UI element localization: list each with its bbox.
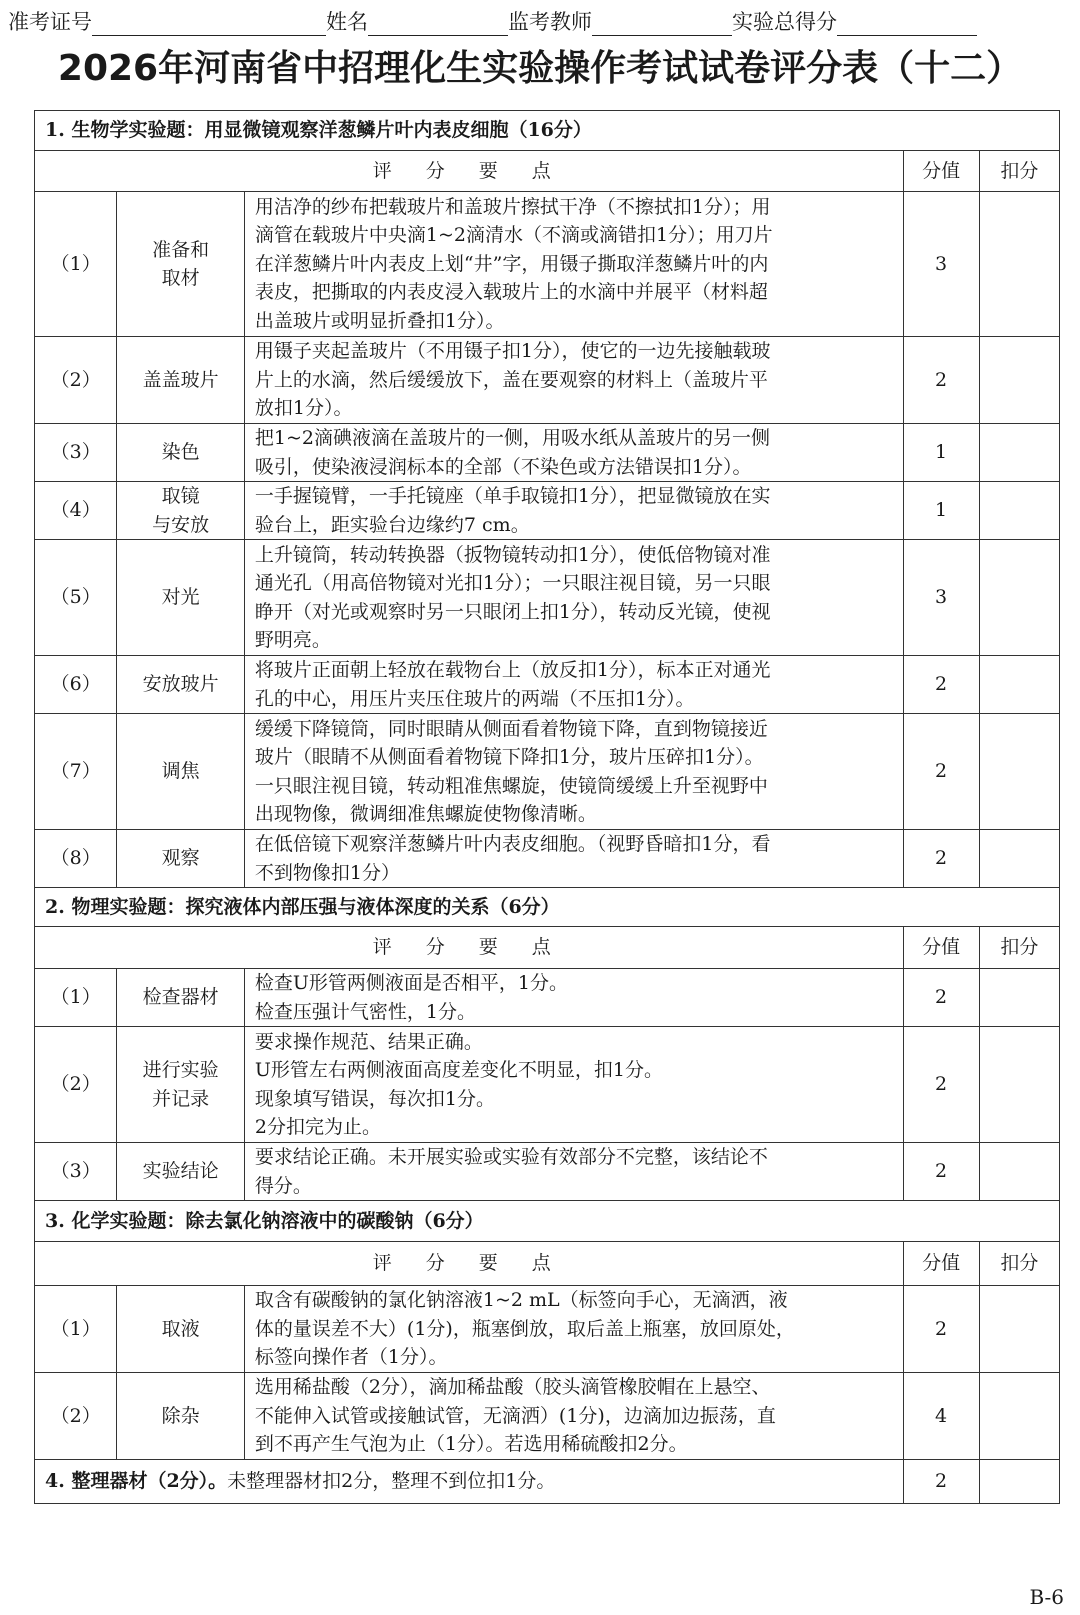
step-score: 2 [903,1460,979,1504]
criteria-line: 将玻片正面朝上轻放在载物台上（放反扣1分），标本正对通光 [254,659,771,681]
step-name [117,1143,245,1201]
step-name-line: 检查器材 [142,986,219,1009]
row-number: （2） [35,1373,117,1460]
step-name-line: 与安放 [152,513,210,536]
row-number: （3） [35,1143,117,1201]
step-name [117,1027,245,1143]
step-score: 2 [903,337,979,424]
criteria-line: 放扣1分）。 [254,397,353,420]
step-name [117,540,245,656]
criteria-line: 玻片（眼睛不从侧面看着物镜下降扣1分，玻片压碎扣1分）。 [254,746,764,768]
deduction-cell[interactable] [979,482,1059,540]
criteria-line: 到不再产生气泡为止（1分）。若选用稀硫酸扣2分。 [254,1433,688,1456]
criteria-line: 得分。 [254,1174,312,1197]
step-score: 1 [903,482,979,540]
criteria-line: 体的量误差不大）(1分)，瓶塞倒放，取后盖上瓶塞，放回原处， [254,1317,795,1340]
step-score: 2 [903,1143,979,1201]
criteria-line: 孔的中心，用压片夹压住玻片的两端（不压扣1分）。 [254,687,695,710]
table-row [35,969,1060,1027]
step-name [117,1373,245,1460]
column-header-row [35,151,1060,192]
table-row [35,337,1060,424]
step-name-line: 取材 [161,267,200,289]
criteria-line: 取含有碳酸钠的氯化钠溶液1~2 mL（标签向手心，无滴洒，液 [254,1289,788,1312]
step-name [117,1286,245,1373]
name-field[interactable] [368,11,508,36]
row-number: （1） [35,1286,117,1373]
title-text: 年河南省中招理化生实验操作考试试卷评分表（十二） [158,48,1023,89]
criteria-line: 检查压强计气密性，1分。 [254,1000,476,1023]
step-name-line: 盖盖玻片 [142,368,219,391]
step-criteria [244,1027,903,1143]
deduction-cell[interactable] [979,540,1059,656]
col-score: 分值 [903,927,979,969]
row-number: （3） [35,424,117,482]
deduction-cell[interactable] [979,830,1059,888]
table-row [35,1286,1060,1373]
criteria-line: 野明亮。 [254,629,331,651]
deduction-cell[interactable] [979,656,1059,714]
table-row [35,424,1060,482]
table-row [35,656,1060,714]
section-title-tidy: 4. 整理器材（2分）。 [45,1470,228,1493]
section-header-row [35,1201,1060,1242]
criteria-line: 把1~2滴碘液滴在盖玻片的一侧，用吸水纸从盖玻片的另一侧 [254,427,771,449]
table-row [35,540,1060,656]
total-score-label: 实验总得分 [732,10,837,34]
step-criteria [244,656,903,714]
row-number: （1） [35,192,117,337]
step-score: 2 [903,656,979,714]
deduction-cell[interactable] [979,424,1059,482]
deduction-cell[interactable] [979,1143,1059,1201]
deduction-cell[interactable] [979,192,1059,337]
step-score: 2 [903,1286,979,1373]
step-name-line: 准备和 [152,238,210,261]
row-number: （7） [35,714,117,830]
column-header-row [35,1242,1060,1286]
row-number: （2） [35,1027,117,1143]
page-number: B-6 [1029,1585,1064,1609]
criteria-line: 一手握镜臂，一手托镜座（单手取镜扣1分），把显微镜放在实 [254,485,771,507]
step-name-line: 并记录 [152,1087,210,1110]
candidate-info-line [8,4,1072,36]
criteria-line: 检查U形管两侧液面是否相平，1分。 [254,972,569,994]
table-row [35,1143,1060,1201]
deduction-cell[interactable] [979,1373,1059,1460]
section-tidy [35,1460,904,1504]
col-deduction: 扣分 [979,1242,1059,1286]
row-number: （1） [35,969,117,1027]
step-name [117,337,245,424]
step-criteria [244,1286,903,1373]
step-name-line: 取镜 [161,485,200,507]
table-row [35,714,1060,830]
criteria-line: U形管左右两侧液面高度差变化不明显，扣1分。 [254,1059,664,1081]
step-name-line: 染色 [161,441,200,464]
step-name-line: 实验结论 [142,1160,219,1183]
criteria-line: 上升镜筒，转动转换器（扳物镜转动扣1分），使低倍物镜对准 [254,543,771,566]
page-title [0,40,1080,91]
exam-id-label: 准考证号 [8,10,92,34]
step-name [117,424,245,482]
criteria-line: 片上的水滴，然后缓缓放下，盖在要观察的材料上（盖玻片平 [254,368,768,391]
title-year: 2026 [57,48,159,89]
criteria-line: 在洋葱鳞片叶内表皮上划“井”字，用镊子撕取洋葱鳞片叶的内 [254,252,769,275]
section-title-chem: 3. 化学实验题：除去氯化钠溶液中的碳酸钠（6分） [35,1201,1060,1242]
scoring-table [34,110,1060,1504]
criteria-line: 用镊子夹起盖玻片（不用镊子扣1分），使它的一边先接触载玻 [254,340,771,363]
step-name-line: 观察 [161,847,200,870]
criteria-line: 2分扣完为止。 [254,1116,381,1138]
step-name-line: 进行实验 [142,1059,219,1081]
criteria-line: 用洁净的纱布把载玻片和盖玻片擦拭干净（不擦拭扣1分）；用 [254,195,771,218]
step-criteria [244,714,903,830]
step-criteria [244,969,903,1027]
col-requirements: 评 分 要 点 [35,151,904,192]
step-score: 1 [903,424,979,482]
criteria-line: 要求结论正确。未开展实验或实验有效部分不完整，该结论不 [254,1146,768,1168]
deduction-cell[interactable] [979,337,1059,424]
criteria-line: 通光孔（用高倍物镜对光扣1分）；一只眼注视目镜，另一只眼 [254,572,771,594]
section-title-bio: 1. 生物学实验题：用显微镜观察洋葱鳞片叶内表皮细胞（16分） [35,111,1060,151]
tidy-criteria: 未整理器材扣2分，整理不到位扣1分。 [227,1470,556,1493]
step-criteria [244,337,903,424]
step-name [117,714,245,830]
step-name [117,482,245,540]
criteria-line: 出现物像，微调细准焦螺旋使物像清晰。 [254,803,597,825]
step-name [117,656,245,714]
table-row [35,482,1060,540]
col-requirements: 评 分 要 点 [35,927,904,969]
proctor-label: 监考教师 [508,10,592,34]
criteria-line: 现象填写错误，每次扣1分。 [254,1087,495,1110]
step-score: 2 [903,830,979,888]
row-number: （6） [35,656,117,714]
criteria-line: 吸引，使染液浸润标本的全部（不染色或方法错误扣1分）。 [254,455,752,478]
step-criteria [244,1373,903,1460]
criteria-line: 睁开（对光或观察时另一只眼闭上扣1分），转动反光镜，使视 [254,600,771,623]
criteria-line: 选用稀盐酸（2分），滴加稀盐酸（胶头滴管橡胶帽在上悬空、 [254,1376,771,1399]
criteria-line: 验台上，距实验台边缘约7 cm。 [254,513,530,536]
step-name-line: 调焦 [161,760,200,783]
name-label: 姓名 [326,10,368,34]
criteria-line: 缓缓下降镜筒，同时眼睛从侧面看着物镜下降，直到物镜接近 [254,717,768,740]
deduction-cell[interactable] [979,714,1059,830]
col-score: 分值 [903,1242,979,1286]
table-row [35,192,1060,337]
step-score: 3 [903,192,979,337]
deduction-cell[interactable] [979,1027,1059,1143]
deduction-cell[interactable] [979,1286,1059,1373]
row-number: （4） [35,482,117,540]
deduction-cell[interactable] [979,1460,1059,1504]
step-criteria [244,540,903,656]
exam-id-field[interactable] [92,11,326,36]
section-header-row [35,111,1060,151]
col-deduction: 扣分 [979,151,1059,192]
criteria-line: 不能伸入试管或接触试管，无滴洒）(1分)，边滴加边振荡，直 [254,1404,776,1427]
step-score: 2 [903,969,979,1027]
row-number: （5） [35,540,117,656]
deduction-cell[interactable] [979,969,1059,1027]
step-name-line: 对光 [161,586,200,609]
step-name-line: 安放玻片 [142,673,219,696]
criteria-line: 表皮，把撕取的内表皮浸入载玻片上的水滴中并展平（材料超 [254,281,768,304]
col-deduction: 扣分 [979,927,1059,969]
criteria-line: 一只眼注视目镜，转动粗准焦螺旋，使镜筒缓缓上升至视野中 [254,774,768,797]
step-name-line: 除杂 [161,1404,200,1427]
row-number: （8） [35,830,117,888]
criteria-line: 不到物像扣1分） [254,861,400,884]
proctor-field[interactable] [592,11,732,36]
step-criteria [244,482,903,540]
criteria-line: 滴管在载玻片中央滴1~2滴清水（不滴或滴错扣1分）；用刀片 [254,224,773,247]
criteria-line: 在低倍镜下观察洋葱鳞片叶内表皮细胞。（视野昏暗扣1分，看 [254,833,771,855]
col-requirements: 评 分 要 点 [35,1242,904,1286]
section-header-row [35,888,1060,927]
table-row [35,830,1060,888]
step-criteria [244,1143,903,1201]
step-criteria [244,424,903,482]
step-name [117,830,245,888]
table-row [35,1027,1060,1143]
step-name-line: 取液 [161,1317,200,1340]
total-score-field[interactable] [837,11,977,36]
step-criteria [244,830,903,888]
criteria-line: 出盖玻片或明显折叠扣1分）。 [254,309,505,332]
table-row [35,1460,1060,1504]
step-criteria [244,192,903,337]
row-number: （2） [35,337,117,424]
step-name [117,969,245,1027]
table-row [35,1373,1060,1460]
criteria-line: 要求操作规范、结果正确。 [254,1030,483,1053]
col-score: 分值 [903,151,979,192]
step-score: 3 [903,540,979,656]
criteria-line: 标签向操作者（1分）。 [254,1346,448,1369]
step-score: 2 [903,714,979,830]
section-title-phys: 2. 物理实验题：探究液体内部压强与液体深度的关系（6分） [35,888,1060,927]
step-score: 4 [903,1373,979,1460]
step-score: 2 [903,1027,979,1143]
step-name [117,192,245,337]
column-header-row [35,927,1060,969]
